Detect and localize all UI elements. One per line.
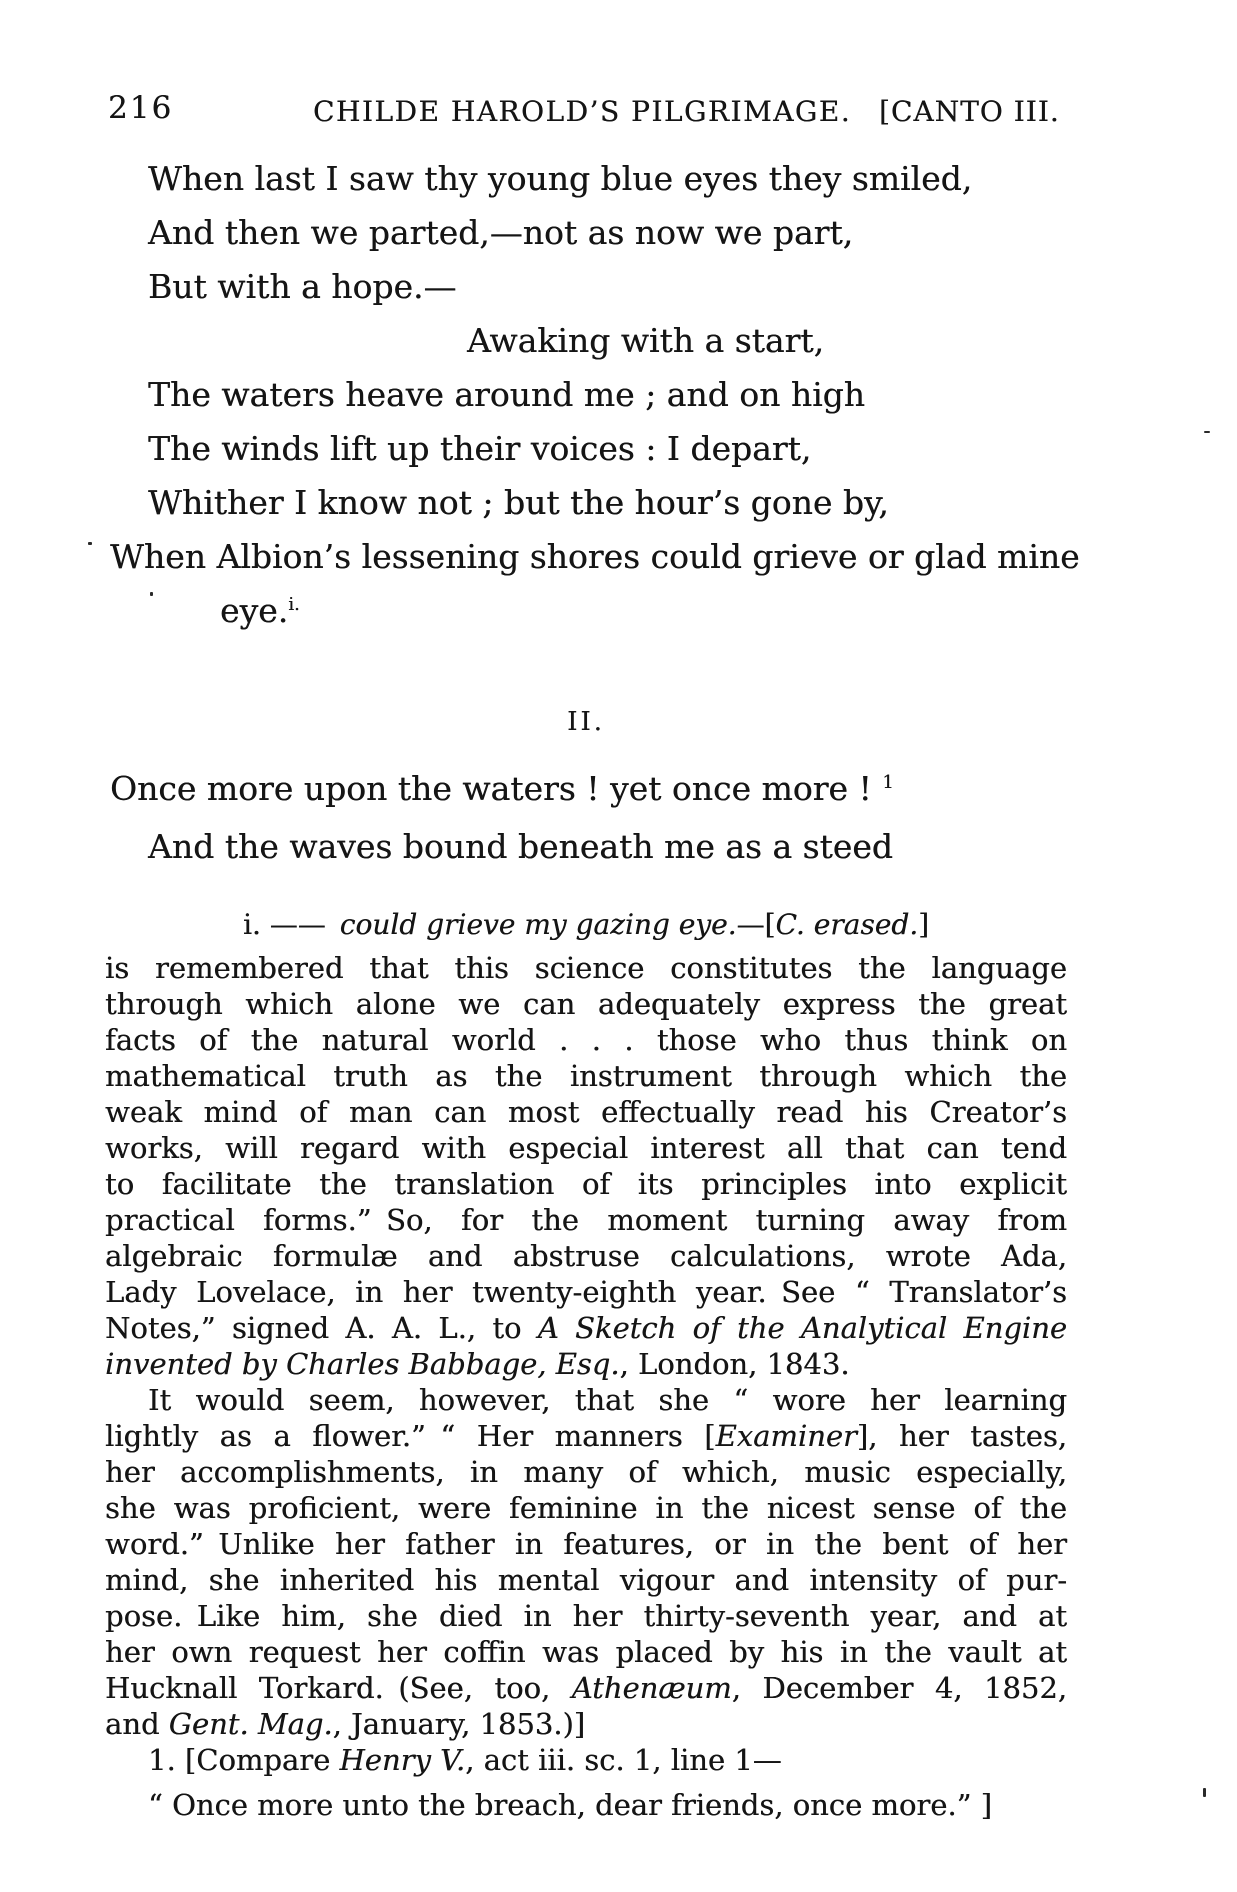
ink-speck: [1203, 1788, 1206, 1797]
text-line: [110, 760, 1158, 818]
text-line: When Albion’s lessening shores could grieve or glad mine: [110, 537, 1080, 576]
text-run: , January, 1853.)]: [332, 1707, 586, 1741]
text-run: and: [105, 1707, 169, 1741]
text-run: , London, 1843.: [619, 1347, 850, 1381]
text-line: is remembered that this science constitutes the language: [105, 951, 1067, 985]
text-line: When last I saw thy young blue eyes they smiled,: [148, 159, 973, 198]
italic-run: Athenæum: [571, 1671, 732, 1705]
text-line: [105, 908, 1067, 942]
text-run: lightly as a flower.” “ Her manners [: [105, 1419, 716, 1453]
text-run: eye.: [220, 591, 289, 630]
text-line: But with a hope.—: [148, 267, 457, 306]
superscript-marker: i.: [288, 594, 300, 615]
running-title: CHILDE HAROLD’S PILGRIMAGE.: [313, 95, 852, 128]
text-line: she was proficient, were feminine in the nicest sense of the: [105, 1491, 1067, 1525]
text-line: [105, 1346, 1067, 1382]
text-line: [105, 1706, 1067, 1742]
text-line: mathematical truth as the instrument through which the: [105, 1059, 1067, 1093]
text-line: The waters heave around me ; and on high: [148, 375, 866, 414]
text-line: And the waves bound beneath me as a steed: [148, 827, 893, 866]
italic-run: Henry V.: [339, 1743, 466, 1777]
text-run: i. ——: [242, 908, 340, 941]
text-run: ], her tastes,: [856, 1419, 1067, 1453]
italic-run: Gent. Mag.: [168, 1707, 333, 1741]
text-run: Notes,” signed A. A. L., to: [105, 1311, 538, 1345]
text-run: 1. [Compare: [148, 1743, 340, 1777]
stanza-1-lines: [110, 152, 1158, 638]
text-line: “ Once more unto the breach, dear friends, once more.” ]: [148, 1788, 992, 1822]
text-line: And then we parted,—not as now we part,: [148, 213, 854, 252]
text-run: ]: [918, 908, 930, 941]
text-run: —[: [736, 908, 776, 941]
text-line: facts of the natural world . . . those who thus think on: [105, 1023, 1067, 1057]
text-line: practical forms.” So, for the moment turning away from: [105, 1203, 1067, 1237]
text-run: , act iii. sc. 1, line 1—: [465, 1743, 782, 1777]
page-number: 216: [108, 90, 174, 126]
italic-run: Examiner: [715, 1419, 857, 1453]
text-line: The winds lift up their voices : I depart,: [148, 429, 812, 468]
text-line: pose. Like him, she died in her thirty-seventh year, and at: [105, 1599, 1067, 1633]
stanza-2-lines: [110, 760, 1158, 876]
ink-speck: [1204, 431, 1210, 433]
text-line: word.” Unlike her father in features, or in the bent of her: [105, 1527, 1067, 1561]
canto-label: [CANTO III.: [879, 95, 1060, 128]
text-line: algebraic formulæ and abstruse calculations, wrote Ada,: [105, 1239, 1067, 1273]
text-line: her accomplishments, in many of which, music especially,: [105, 1455, 1067, 1489]
text-line: weak mind of man can most effectually read his Creator’s: [105, 1095, 1067, 1129]
text-line: Awaking with a start,: [467, 321, 825, 360]
text-line: [148, 584, 1158, 638]
italic-run: invented by Charles Babbage, Esq.: [105, 1347, 620, 1381]
text-line: Whither I know not ; but the hour’s gone by,: [148, 483, 889, 522]
text-line: It would seem, however, that she “ wore her learning: [148, 1383, 1067, 1417]
text-line: [105, 1742, 1067, 1778]
italic-run: could grieve my gazing eye.: [339, 908, 737, 941]
text-line: [105, 1418, 1067, 1454]
text-run: Once more upon the waters ! yet once more !: [110, 769, 883, 808]
ink-speck: [150, 592, 153, 596]
text-line: [105, 1670, 1067, 1706]
ink-speck: [88, 542, 92, 545]
footnote-block: [105, 950, 1067, 1823]
italic-run: A Sketch of the Analytical Engine: [537, 1311, 1067, 1345]
variant-reading-note: [105, 908, 1067, 942]
text-line: works, will regard with especial interest all that can tend: [105, 1131, 1067, 1165]
text-line: Lady Lovelace, in her twenty-eighth year. See “ Translator’s: [105, 1275, 1067, 1309]
text-line: to facilitate the translation of its principles into explicit: [105, 1167, 1067, 1201]
text-run: , December 4, 1852,: [731, 1671, 1067, 1705]
stanza-2-heading: II.: [567, 707, 605, 737]
text-run: Hucknall Torkard. (See, too,: [105, 1671, 572, 1705]
text-line: mind, she inherited his mental vigour and intensity of pur-: [105, 1563, 1067, 1597]
superscript-marker: 1: [882, 772, 894, 793]
text-line: her own request her coffin was placed by his in the vault at: [105, 1635, 1067, 1669]
italic-run: C. erased.: [775, 908, 919, 941]
text-line: [105, 1310, 1067, 1346]
text-line: through which alone we can adequately express the great: [105, 987, 1067, 1021]
